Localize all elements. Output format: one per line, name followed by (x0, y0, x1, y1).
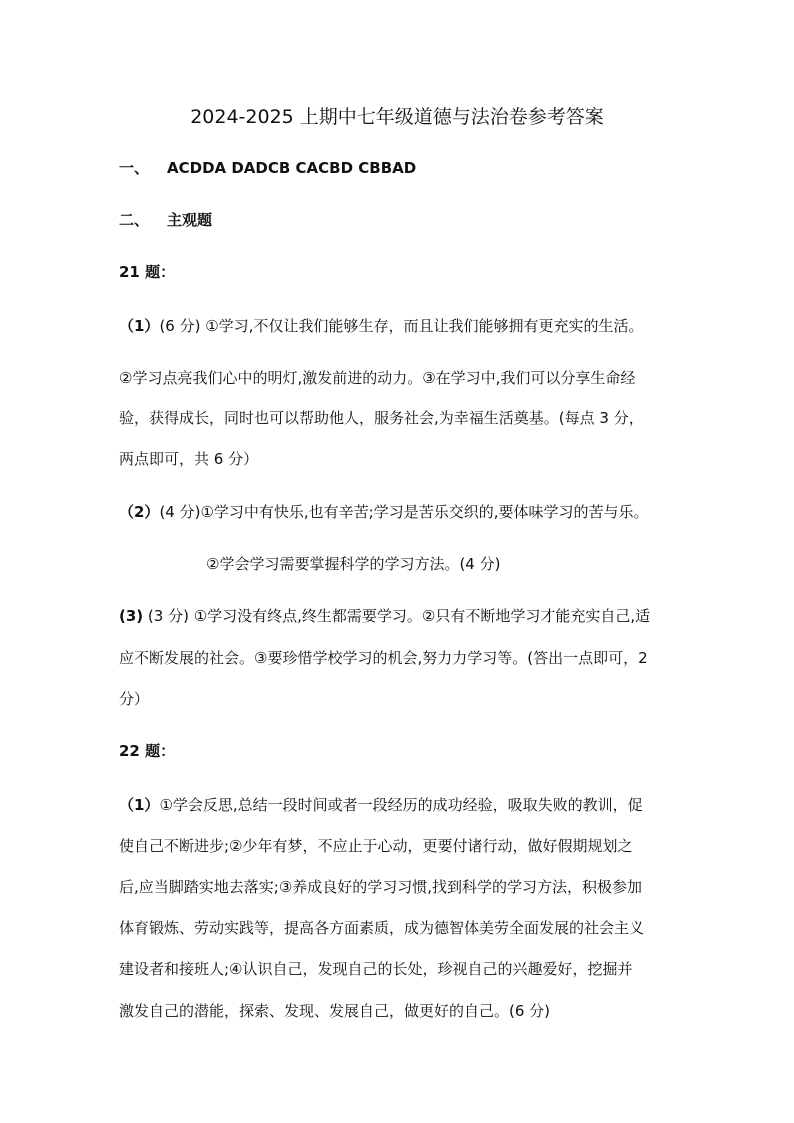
q21-part3-text-line1: (3 分) ①学习没有终点,终生都需要学习。②只有不断地学习才能充实自己,适 (143, 607, 651, 625)
section-2-number: 二、 (119, 211, 150, 229)
q21-part2-text-line1: (4 分)①学习中有快乐,也有辛苦;学习是苦乐交织的,要体味学习的苦与乐。 (159, 503, 649, 521)
q21-part1-line2: ②学习点亮我们心中的明灯,激发前进的动力。③在学习中,我们可以分享生命经 (119, 369, 636, 387)
section-2-heading (119, 210, 212, 230)
q21-part3-line3: 分） (119, 690, 150, 708)
q22-part1-line4: 体育锻炼、劳动实践等，提高各方面素质，成为德智体美劳全面发展的社会主义 (119, 919, 645, 937)
q21-part3-line1 (119, 606, 650, 626)
q22-part1-line6: 激发自己的潜能，探索、发现、发展自己，做更好的自己。(6 分) (119, 1002, 551, 1020)
q21-part1-line4: 两点即可，共 6 分） (119, 450, 259, 468)
q22-part1-text-line1: ①学会反思,总结一段时间或者一段经历的成功经验，吸取失败的教训，促 (159, 796, 643, 814)
q21-part2-line1 (119, 502, 649, 522)
q22-part1-line1 (119, 795, 643, 815)
q21-part2-line2: ②学会学习需要掌握科学的学习方法。(4 分) (206, 555, 501, 573)
q22-part1-line5: 建设者和接班人;④认识自己，发现自己的长处，珍视自己的兴趣爱好，挖掘并 (119, 960, 633, 978)
q22-part1-line3: 后,应当脚踏实地去落实;③养成良好的学习习惯,找到科学的学习方法，积极参加 (119, 878, 643, 896)
question-21-heading: 21 题： (119, 263, 176, 281)
q21-part2-label: （2） (119, 503, 160, 521)
q21-part1-line1 (119, 316, 643, 336)
q21-part3-label: (3) (119, 607, 144, 625)
q21-part1-text-line1: (6 分) ①学习,不仅让我们能够生存，而且让我们能够拥有更充实的生活。 (159, 317, 644, 335)
q21-part3-line2: 应不断发展的社会。③要珍惜学校学习的机会,努力力学习等。(答出一点即可，2 (119, 649, 648, 667)
section-1-number: 一、 (119, 159, 150, 177)
q21-part1-line3: 验，获得成长，同时也可以帮助他人，服务社会,为幸福生活奠基。(每点 3 分， (119, 409, 644, 427)
q22-part1-line2: 使自己不断进步;②少年有梦，不应止于心动，更要付诸行动，做好假期规划之 (119, 837, 633, 855)
q22-part1-label: （1） (119, 796, 160, 814)
section-1-answers (119, 158, 416, 178)
section-1-answer-key: ACDDA DADCB CACBD CBBAD (167, 159, 417, 177)
document-title: 2024-2025 上期中七年级道德与法治卷参考答案 (190, 106, 604, 128)
question-22-heading: 22 题： (119, 742, 176, 760)
q21-part1-label: （1） (119, 317, 160, 335)
section-2-title: 主观题 (167, 211, 213, 229)
